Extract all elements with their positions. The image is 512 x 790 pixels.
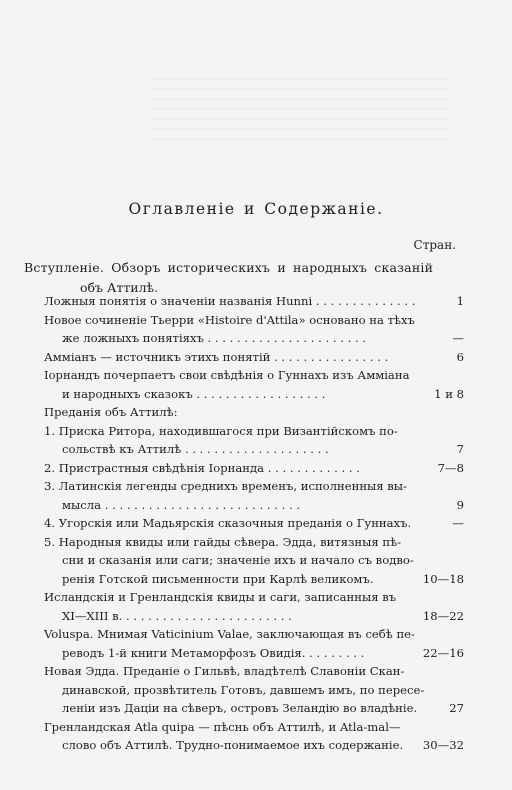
intro-line-2: объ Аттилѣ. [80,280,159,295]
toc-entry-page: 30—32 [422,738,464,752]
toc-entry [44,348,464,367]
toc-entry [44,607,464,626]
show-through-text [150,78,450,148]
toc-entry-text: мысла . . . . . . . . . . . . . . . . . . . . . . . . . . . [62,497,301,512]
toc-entry [44,385,464,404]
toc-entry-page: — [452,516,464,530]
toc-entry-page: 22—16 [422,645,464,660]
toc-entry [44,736,464,755]
intro-line-1: Вступленіе. Обзоръ историческихъ и народныхъ сказаній [24,260,434,275]
toc-entry [44,422,464,441]
toc-entry-text: Исландскія и Гренландскія квиды и саги, записанныя въ [44,590,397,604]
toc-entry-text: Новое сочиненіе Тьерри «Histoire d'Attila» основано на тѣхъ [44,312,415,327]
toc-entry-page: 7—8 [437,460,464,475]
toc-entry-text: 5. Народныя квиды или гайды сѣвера. Эдда, витязныя пѣ- [44,534,401,549]
toc-entry-text: Voluspa. Мнимая Vaticinium Valae, заключающая въ себѣ пе- [44,627,415,641]
page-column-header: Стран. [413,238,456,252]
toc-entry-page: 18—22 [422,608,464,623]
toc-entry-page: 10—18 [422,571,464,586]
toc-entry [44,477,464,496]
toc-entry-text: динавской, прозвѣтитель Готовъ, давшемъ имъ, по пересе- [62,682,425,697]
toc-entry [44,496,464,515]
toc-entry-text: 1. Приска Ритора, находившагося при Византійскомъ по- [44,423,398,438]
toc-entry-page: 7 [456,442,464,456]
toc-entry-page: 6 [456,349,464,364]
toc-entry-text: и народныхъ сказокъ . . . . . . . . . . . . . . . . . . [62,386,326,401]
toc-entry-text: Ложныя понятія о значеніи названія Hunni . . . . . . . . . . . . . . [44,294,416,308]
toc-entry-text: Преданія объ Аттилѣ: [44,405,178,419]
toc-entry-text: ренія Готской письменности при Карлѣ великомъ. [62,571,374,586]
toc-entry-text: 2. Пристрастныя свѣдѣнія Іорнанда . . . . . . . . . . . . . [44,460,360,475]
toc-entry [44,699,464,718]
toc-entry-text: слово объ Аттилѣ. Трудно-понимаемое ихъ содержаніе. [62,738,404,752]
toc-entry [44,329,464,348]
toc-entry [44,514,464,533]
toc-entry [44,644,464,663]
toc-entry [44,662,464,681]
toc-entry-text: Амміанъ — источникъ этихъ понятій . . . . . . . . . . . . . . . . [44,349,389,364]
page-title: Оглавленіе и Содержаніе. [128,200,384,218]
toc-entry [44,311,464,330]
toc-entry [44,625,464,644]
toc-entry-text: 3. Латинскія легенды среднихъ временъ, исполненныя вы- [44,479,407,493]
toc-entry [44,403,464,422]
toc-entry [44,292,464,311]
toc-entry-text: реводъ 1-й книги Метаморфозъ Овидія. . . . . . . . . [62,645,365,660]
toc-entry-page: 9 [456,497,464,512]
toc-entry [44,440,464,459]
toc-entry [44,551,464,570]
toc-entry-text: Гренландская Atla quipa — пѣснь объ Аттилѣ, и Atla-mal— [44,719,401,734]
toc-entry [44,718,464,737]
toc-entry-text: Новая Эдда. Преданіе о Гильвѣ, владѣтелѣ Славоніи Скан- [44,664,405,678]
toc-entry-page: 1 [456,294,464,308]
toc-entry [44,459,464,478]
toc-entry-page: — [452,331,464,345]
toc-entry [44,681,464,700]
toc-list [44,292,464,755]
toc-entry [44,366,464,385]
toc-entry [44,533,464,552]
toc-entry-page: 1 и 8 [434,386,464,401]
toc-entry-text: сни и сказанія или саги; значеніе ихъ и начало съ водво- [62,553,414,567]
toc-entry-text: 4. Угорскія или Мадьярскія сказочныя преданія о Гуннахъ. [44,516,412,530]
toc-entry-text: Іорнандъ почерпаетъ свои свѣдѣнія о Гуннахъ изъ Амміана [44,368,410,382]
toc-entry-page: 27 [449,701,464,715]
toc-entry-text: же ложныхъ понятіяхъ . . . . . . . . . . . . . . . . . . . . . . [62,331,367,345]
toc-entry [44,570,464,589]
toc-entry-text: леніи изъ Даціи на сѣверъ, островъ Зеландію во владѣніе. [62,701,418,715]
toc-entry [44,588,464,607]
toc-entry-text: сольствѣ къ Аттилѣ . . . . . . . . . . . . . . . . . . . . [62,442,329,456]
toc-entry-text: XI—XIII в. . . . . . . . . . . . . . . . . . . . . . . . [62,608,292,623]
